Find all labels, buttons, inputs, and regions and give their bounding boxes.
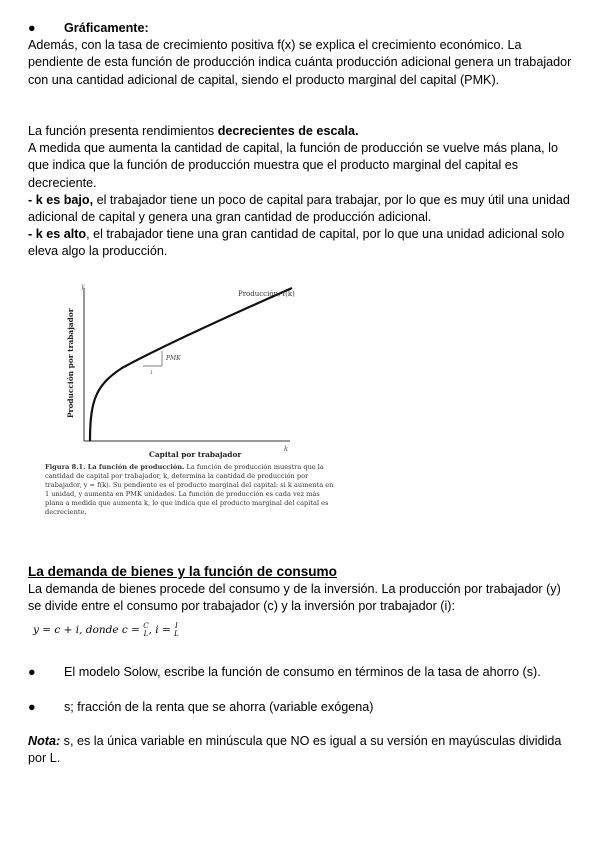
grafica-heading-row [28,20,576,37]
bullet-s-definition: ● s; fracción de la renta que se ahorra (variable exógena) [28,699,576,716]
bullet-solow: ● El modelo Solow, escribe la función de consumo en términos de la tasa de ahorro (s). [28,664,576,681]
figure-caption: Figura 8.1. La función de producción. La función de producción muestra que la cantidad de capital por trabajador, k, determina la cantidad de producción por trabajador, y = f(k). Su pendiente es el producto marginal del capital: si k aumenta en 1 unidad, y aumenta en PMK unidades. La función de producción es cada vez más plana a medida que aumenta k, lo que indica que el producto marginal del capital es decreciente. [45,463,334,516]
grafica-paragraph-3: A medida que aumenta la cantidad de capital, la función de producción se vuelve más plana, lo que indica que la función de producción muestra que el producto marginal del capital es decreciente. [28,141,558,190]
nota-label: Nota: [28,734,61,748]
bullet-icon: ● [28,700,36,714]
curve-label: Producción, f(k) [238,290,295,298]
fraction-c-over-l: C L [143,622,149,638]
y-axis-end-label: y [81,283,85,290]
y-axis-label: Producción por trabajador [66,308,75,418]
bullet-icon: ● [28,21,36,35]
pmk-label: PMK [166,355,181,362]
grafica-paragraph-2: La función presenta rendimientos decrecientes de escala. [28,124,359,138]
rendimientos-bold: decrecientes de escala. [217,124,359,138]
nota-paragraph: Nota: s, es la única variable en minúscula que NO es igual a su versión en mayúsculas dividida por L. [28,734,562,766]
grafica-paragraph-1: Además, con la tasa de crecimiento positiva f(x) se explica el crecimiento económico. La pendiente de esta función de producción indica cuánta producción adicional genera un trabajador con una cantidad adicional de capital, siendo el producto marginal del capital (PMK). [28,38,572,87]
production-curve [90,288,292,441]
fraction-i-over-l: I L [174,622,179,638]
grafica-heading: Gráficamente: [64,21,149,35]
k-bajo-paragraph: - k es bajo, el trabajador tiene un poco de capital para trabajar, por lo que es muy útil una unidad adicional de capital y genera una gran cantidad de producción adicional. [28,193,570,225]
demanda-paragraph: La demanda de bienes procede del consumo y de la inversión. La producción por trabajador (y) se divide entre el consumo por trabajador (c) y la inversión por trabajador (i): [28,582,561,614]
one-label: 1 [150,370,154,376]
k-axis-end-label: k [284,445,289,453]
bullet-icon: ● [28,665,36,679]
consumption-formula: y = c + i, donde c = C L, i = I L [33,622,179,638]
x-axis-label: Capital por trabajador [149,450,242,459]
section-title: La demanda de bienes y la función de consumo [28,564,337,579]
k-alto-paragraph: - k es alto, el trabajador tiene una gran cantidad de capital, por lo que una unidad adicional solo eleva algo la producción. [28,227,565,259]
